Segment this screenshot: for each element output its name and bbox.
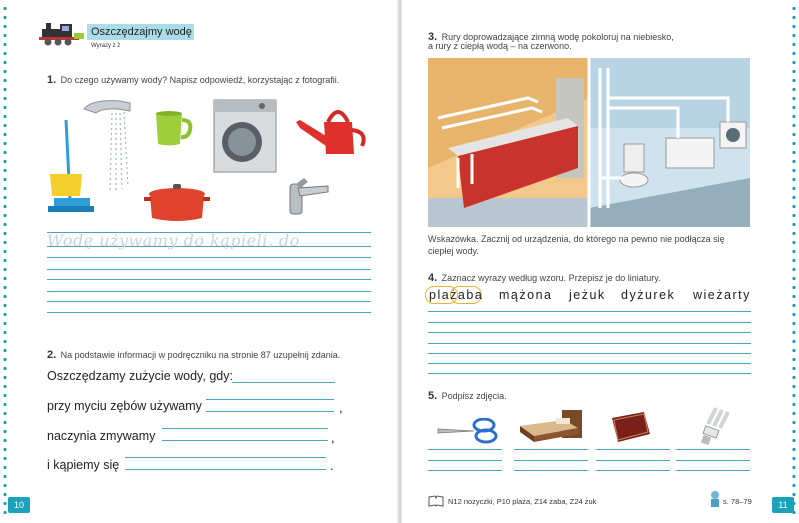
- page-number-right: 11: [772, 497, 794, 513]
- watering-can-image: [294, 102, 374, 158]
- task-5-number: 5.: [428, 390, 438, 402]
- plumbing-illustration[interactable]: [428, 58, 750, 227]
- bed-image: [516, 408, 586, 444]
- task-1-example-text: Wodę używamy do kąpieli, do: [47, 231, 300, 250]
- task-5-label-lines-4[interactable]: [676, 449, 750, 471]
- wallet-image: [608, 410, 654, 444]
- task-2-blank-lead[interactable]: [232, 382, 335, 395]
- lesson-subtitle: Wyrazy z ż: [91, 43, 121, 49]
- page-number-left: 10: [8, 497, 30, 513]
- left-dot-border: [3, 4, 7, 519]
- book-icon: [428, 495, 444, 507]
- task-3-number: 3.: [428, 31, 438, 43]
- right-page: [402, 0, 799, 523]
- task-5-label-lines-2[interactable]: [514, 449, 588, 471]
- footer-references: N12 nożyczki, P10 plaża, Z14 żaba, Z24 żuk: [448, 497, 597, 506]
- task-4-writing-lines[interactable]: [428, 311, 751, 373]
- mug-image: [152, 110, 194, 148]
- task-1-number: 1.: [47, 74, 57, 86]
- task-3-line-1: Rury doprowadzające zimną wodę pokoloruj na niebiesko,: [441, 32, 674, 42]
- train-icon: [38, 20, 86, 46]
- task-2-blank-2[interactable]: [162, 428, 328, 441]
- task-2-punct-2: ,: [331, 430, 335, 445]
- task-4-text: Zaznacz wyrazy według wzoru. Przepisz je do liniatury.: [441, 273, 661, 283]
- task-5-label-lines-1[interactable]: [428, 449, 502, 471]
- task-1-instruction: [47, 70, 339, 88]
- task-2-lead: Oszczędzamy zużycie wody, gdy:: [47, 369, 233, 383]
- task-4-word-3[interactable]: jeżuk: [569, 288, 606, 302]
- footer-page-reference: s. 78–79: [723, 497, 752, 506]
- task-4-word-2[interactable]: mążona: [499, 288, 553, 302]
- task-5-label-lines-3[interactable]: [596, 449, 670, 471]
- task-3-line-2: a rury z ciepłą wodą – na czerwono.: [428, 41, 572, 51]
- task-5-instruction: [428, 386, 507, 404]
- pot-image: [144, 180, 210, 224]
- task-5-text: Podpisz zdjęcia.: [441, 391, 507, 401]
- task-2-blank-3[interactable]: [125, 457, 326, 470]
- task-1-text: Do czego używamy wody? Napisz odpowiedź, korzystając z fotografii.: [60, 75, 340, 85]
- task-4-word-4[interactable]: dyżurek: [621, 288, 676, 302]
- task-2-instruction: [47, 345, 340, 363]
- task-2-sentence-1: przy myciu zębów używamy: [47, 399, 202, 413]
- light-bulb-image: [698, 404, 734, 446]
- lesson-title: Oszczędzajmy wodę: [87, 24, 194, 40]
- left-page: [0, 0, 398, 523]
- task-4-number: 4.: [428, 272, 438, 284]
- task-4-word-5[interactable]: wieżarty: [693, 288, 751, 302]
- task-3-hint-line-2: ciepłej wody.: [428, 246, 479, 256]
- task-2-punct-3: .: [330, 458, 334, 473]
- task-4-instruction: [428, 268, 661, 286]
- task-2-sentence-2: naczynia zmywamy: [47, 429, 156, 443]
- washing-machine-image: [212, 98, 278, 174]
- task-2-sentence-3: i kąpiemy się: [47, 458, 120, 472]
- task-2-blank-1[interactable]: [206, 399, 334, 412]
- mop-bucket-image: [44, 118, 100, 216]
- right-dot-border: [792, 4, 796, 519]
- task-3-hint-line-1: Wskazówka. Zacznij od urządzenia, do którego na pewno nie podłącza się: [428, 234, 725, 244]
- task-2-punct-1: ,: [339, 400, 343, 415]
- task-2-text: Na podstawie informacji w podręczniku na stronie 87 uzupełnij zdania.: [60, 350, 341, 360]
- task-2-number: 2.: [47, 349, 57, 361]
- tap-image: [284, 176, 332, 220]
- scissors-image: [436, 418, 500, 444]
- task-4-word-1[interactable]: plażaba: [429, 288, 484, 302]
- mascot-icon: [708, 490, 722, 508]
